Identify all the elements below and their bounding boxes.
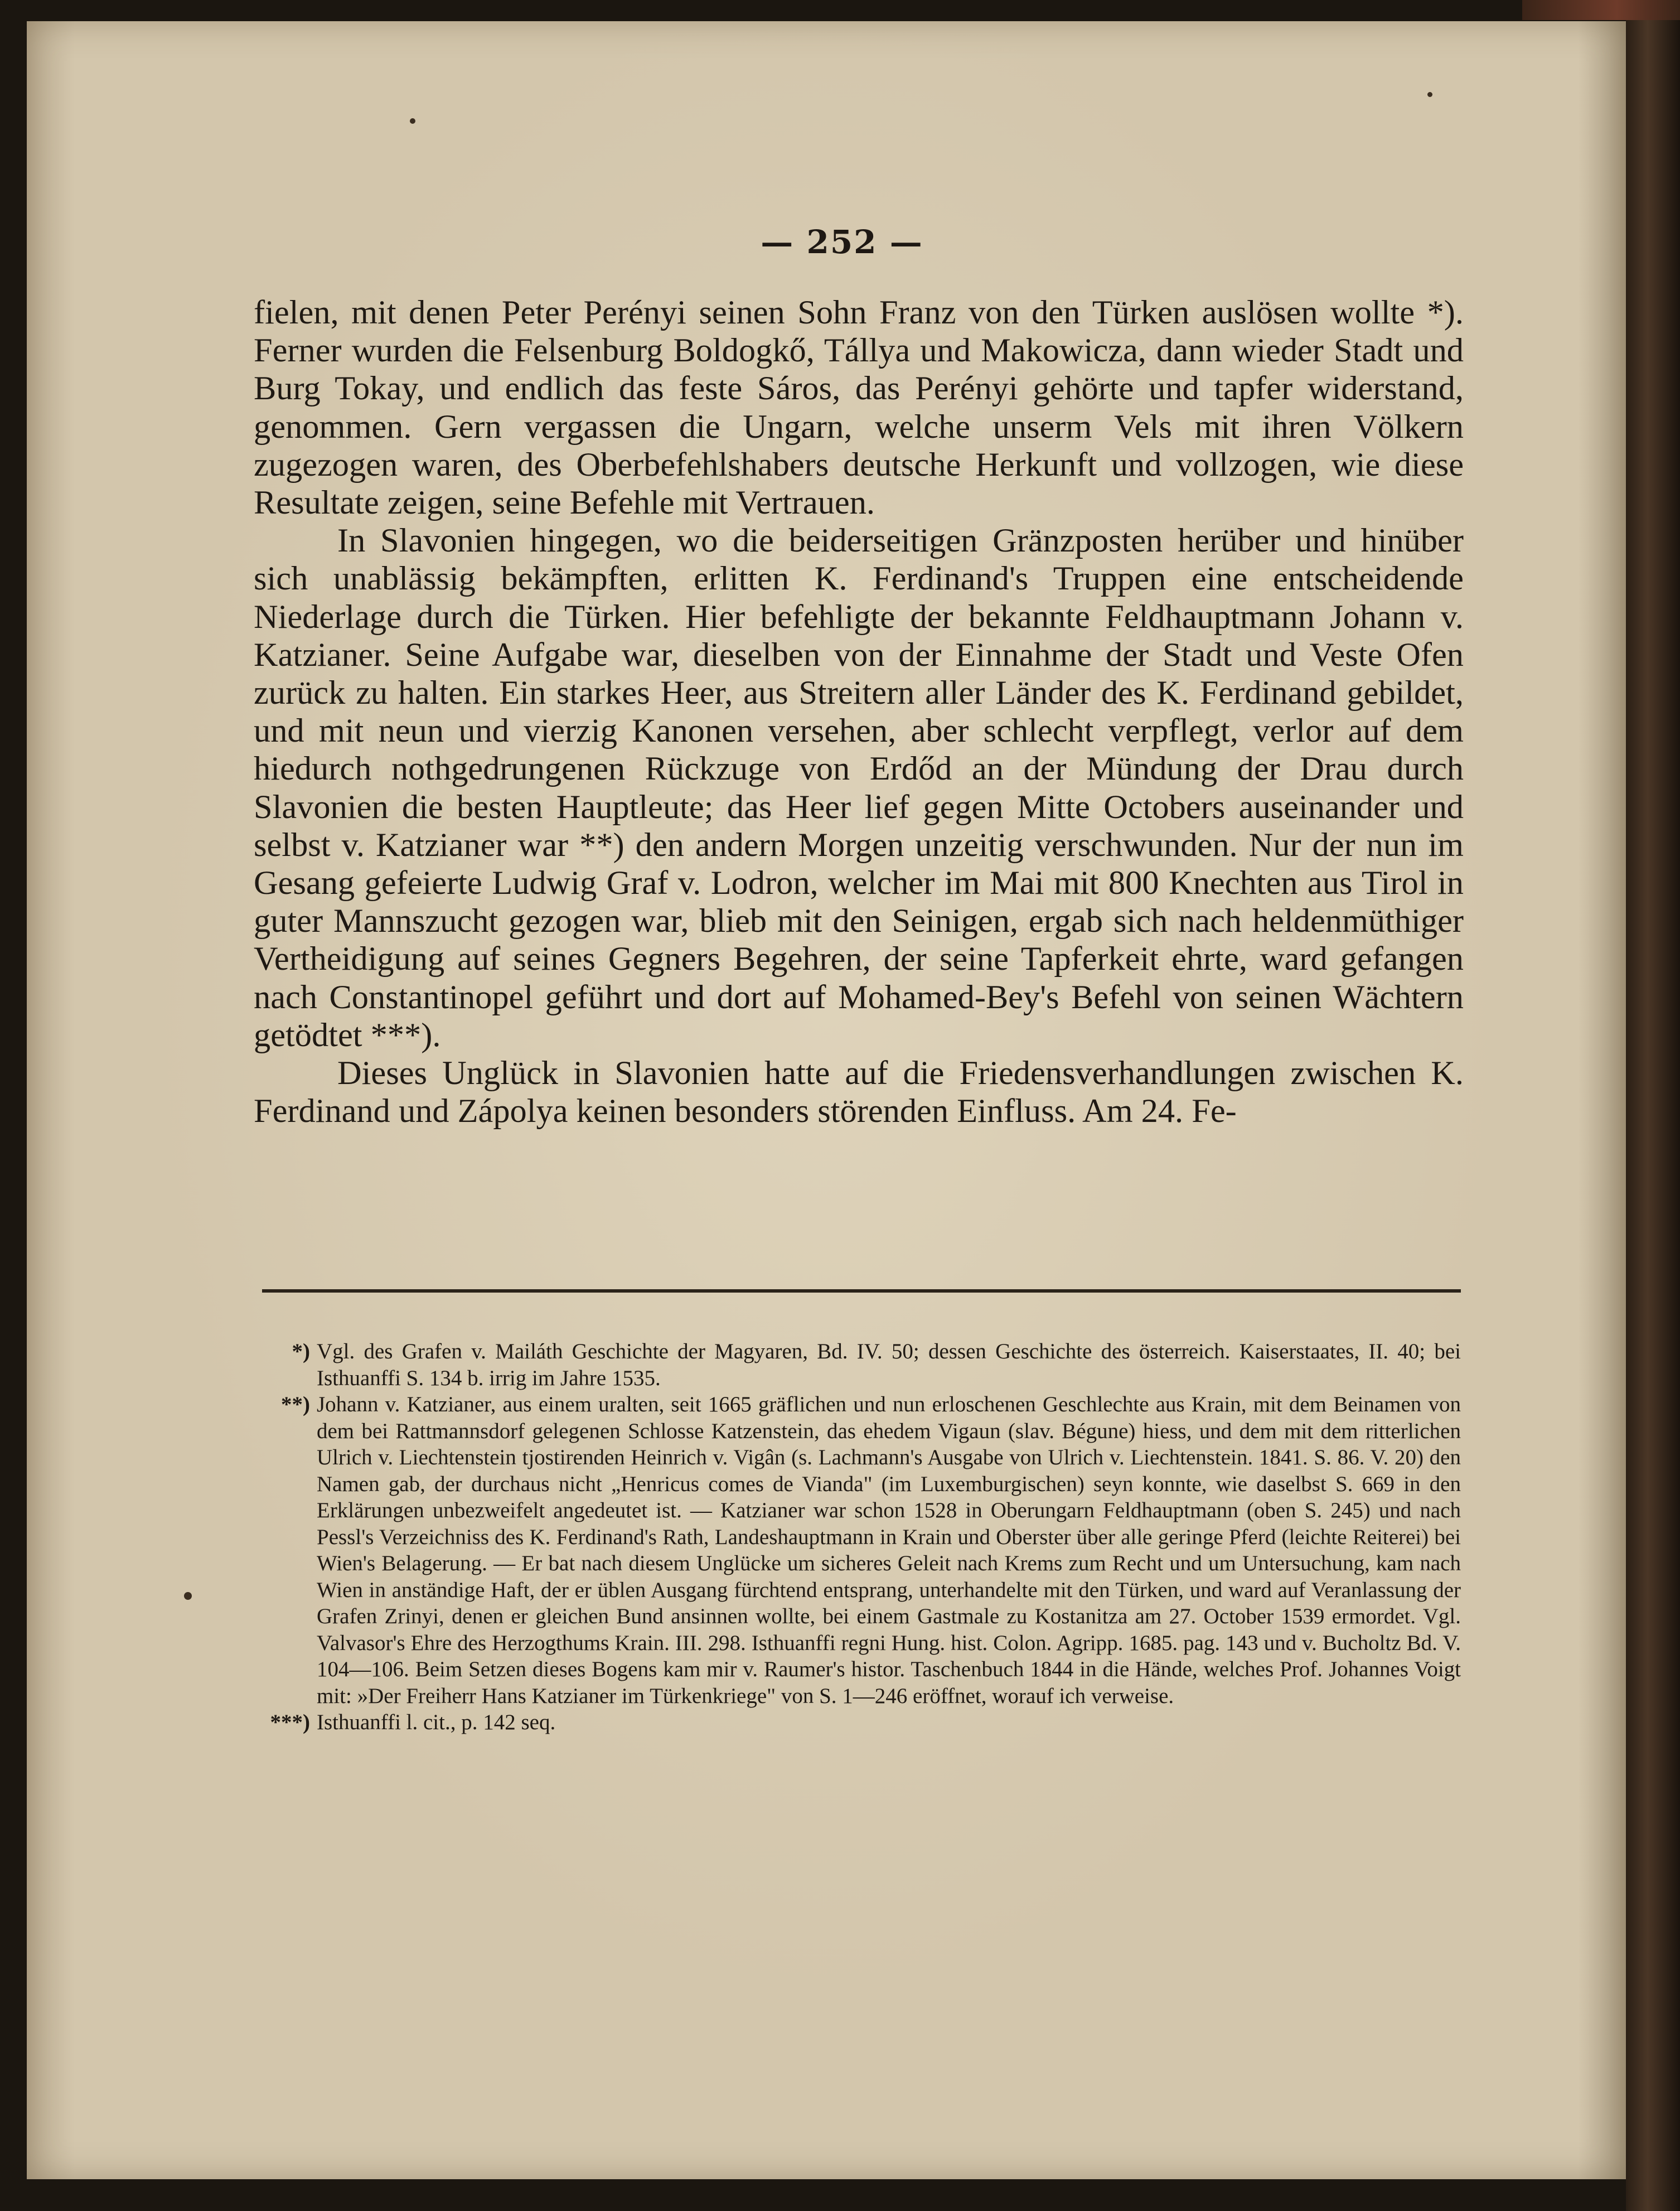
footnote-text: Vgl. des Grafen v. Mailáth Geschichte der Magyaren, Bd. IV. 50; dessen Geschichte des österreich. Kaiserstaates, II. 40; bei Isthuanffi S. 134 b. irrig im Jahre 1535. (317, 1339, 1461, 1390)
book-edge-top (1522, 0, 1680, 20)
body-text (254, 294, 1464, 1130)
ink-speck (184, 1592, 192, 1600)
footnote-2 (262, 1391, 1461, 1709)
footnote-text: Isthuanffi l. cit., p. 142 seq. (317, 1710, 556, 1734)
footnote-mark: *) (292, 1339, 310, 1363)
paragraph-2: In Slavonien hingegen, wo die beiderseitigen Gränzposten herüber und hinüber sich unablässig bekämpften, erlitten K. Ferdinand's Truppen eine entscheidende Niederlage durch die Türken. Hier befehligte der bekannte Feldhauptmann Johann v. Katzianer. Seine Aufgabe war, dieselben von der Einnahme der Stadt und Veste Ofen zurück zu halten. Ein starkes Heer, aus Streitern aller Länder des K. Ferdinand gebildet, und mit neun und vierzig Kanonen versehen, aber schlecht verpflegt, verlor auf dem hiedurch nothgedrungenen Rückzuge von Erdőd an der Mündung der Drau durch Slavonien die besten Hauptleute; das Heer lief gegen Mitte Octobers auseinander und selbst v. Katzianer war **) den andern Morgen unzeitig verschwunden. Nur der nun im Gesang gefeierte Ludwig Graf v. Lodron, welcher im Mai mit 800 Knechten aus Tirol in guter Mannszucht gezogen war, blieb mit den Seinigen, ergab sich nach heldenmüthiger Vertheidigung auf seines Gegners Begehren, der seine Tapferkeit ehrte, ward gefangen nach Constantinopel geführt und dort auf Mohamed-Bey's Befehl von seinen Wächtern getödtet ***). (254, 522, 1464, 1054)
footnote-1 (262, 1338, 1461, 1391)
footnote-mark: **) (281, 1392, 310, 1416)
ink-speck (1427, 92, 1432, 97)
ink-speck (410, 118, 415, 124)
footnotes (262, 1338, 1461, 1736)
book-edge (1626, 0, 1680, 2211)
footnote-3 (262, 1709, 1461, 1736)
page-number: — 252 — (761, 223, 923, 261)
footnote-text: Johann v. Katzianer, aus einem uralten, seit 1665 gräflichen und nun erloschenen Geschlechte aus Krain, mit dem Beinamen von dem bei Rattmannsdorf gelegenen Schlosse Katzenstein, das ehedem Vigaun (slav. Bégune) hiess, und dem mit dem ritterlichen Ulrich v. Liechtenstein tjostirenden Heinrich v. Vigân (s. Lachmann's Ausgabe von Ulrich v. Liechtenstein. 1841. S. 86. V. 20) den Namen gab, der durchaus nicht „Henricus comes de Vianda" (im Luxemburgischen) seyn konnte, wie daselbst S. 669 in den Erklärungen unbezweifelt angedeutet ist. — Katzianer war schon 1528 in Oberungarn Feldhauptmann (oben S. 245) und nach Pessl's Verzeichniss des K. Ferdinand's Rath, Landeshauptmann in Krain und Oberster über alle geringe Pferd (leichte Reiterei) bei Wien's Belagerung. — Er bat nach diesem Unglücke um sicheres Geleit nach Krems zum Recht und um Untersuchung, kam nach Wien in anständige Haft, der er üblen Ausgang fürchtend entsprang, unterhandelte mit den Türken, und ward auf Veranlassung der Grafen Zrinyi, denen er gleichen Bund ansinnen wollte, bei einem Gastmale zu Kostanitza am 27. October 1539 ermordet. Vgl. Valvasor's Ehre des Herzogthums Krain. III. 298. Isthuanffi regni Hung. hist. Colon. Agripp. 1685. pag. 143 und v. Bucholtz Bd. V. 104—106. Beim Setzen dieses Bogens kam mir v. Raumer's histor. Taschenbuch 1844 in die Hände, welches Prof. Johannes Voigt mit: »Der Freiherr Hans Katzianer im Türkenkriege" von S. 1—246 eröffnet, worauf ich verweise. (317, 1392, 1461, 1708)
paragraph-3: Dieses Unglück in Slavonien hatte auf die Friedensverhandlungen zwischen K. Ferdinand und Zápolya keinen besonders störenden Einfluss. Am 24. Fe- (254, 1054, 1464, 1130)
footnote-divider (262, 1289, 1461, 1293)
footnote-mark: ***) (270, 1710, 310, 1734)
paragraph-1: fielen, mit denen Peter Perényi seinen Sohn Franz von den Türken auslösen wollte *). Ferner wurden die Felsenburg Boldogkő, Tállya und Makowicza, dann wieder Stadt und Burg Tokay, und endlich das feste Sáros, das Perényi gehörte und tapfer widerstand, genommen. Gern vergassen die Ungarn, welche unserm Vels mit ihren Völkern zugezogen waren, des Oberbefehlshabers deutsche Herkunft und vollzogen, wie diese Resultate zeigen, seine Befehle mit Vertrauen. (254, 294, 1464, 522)
